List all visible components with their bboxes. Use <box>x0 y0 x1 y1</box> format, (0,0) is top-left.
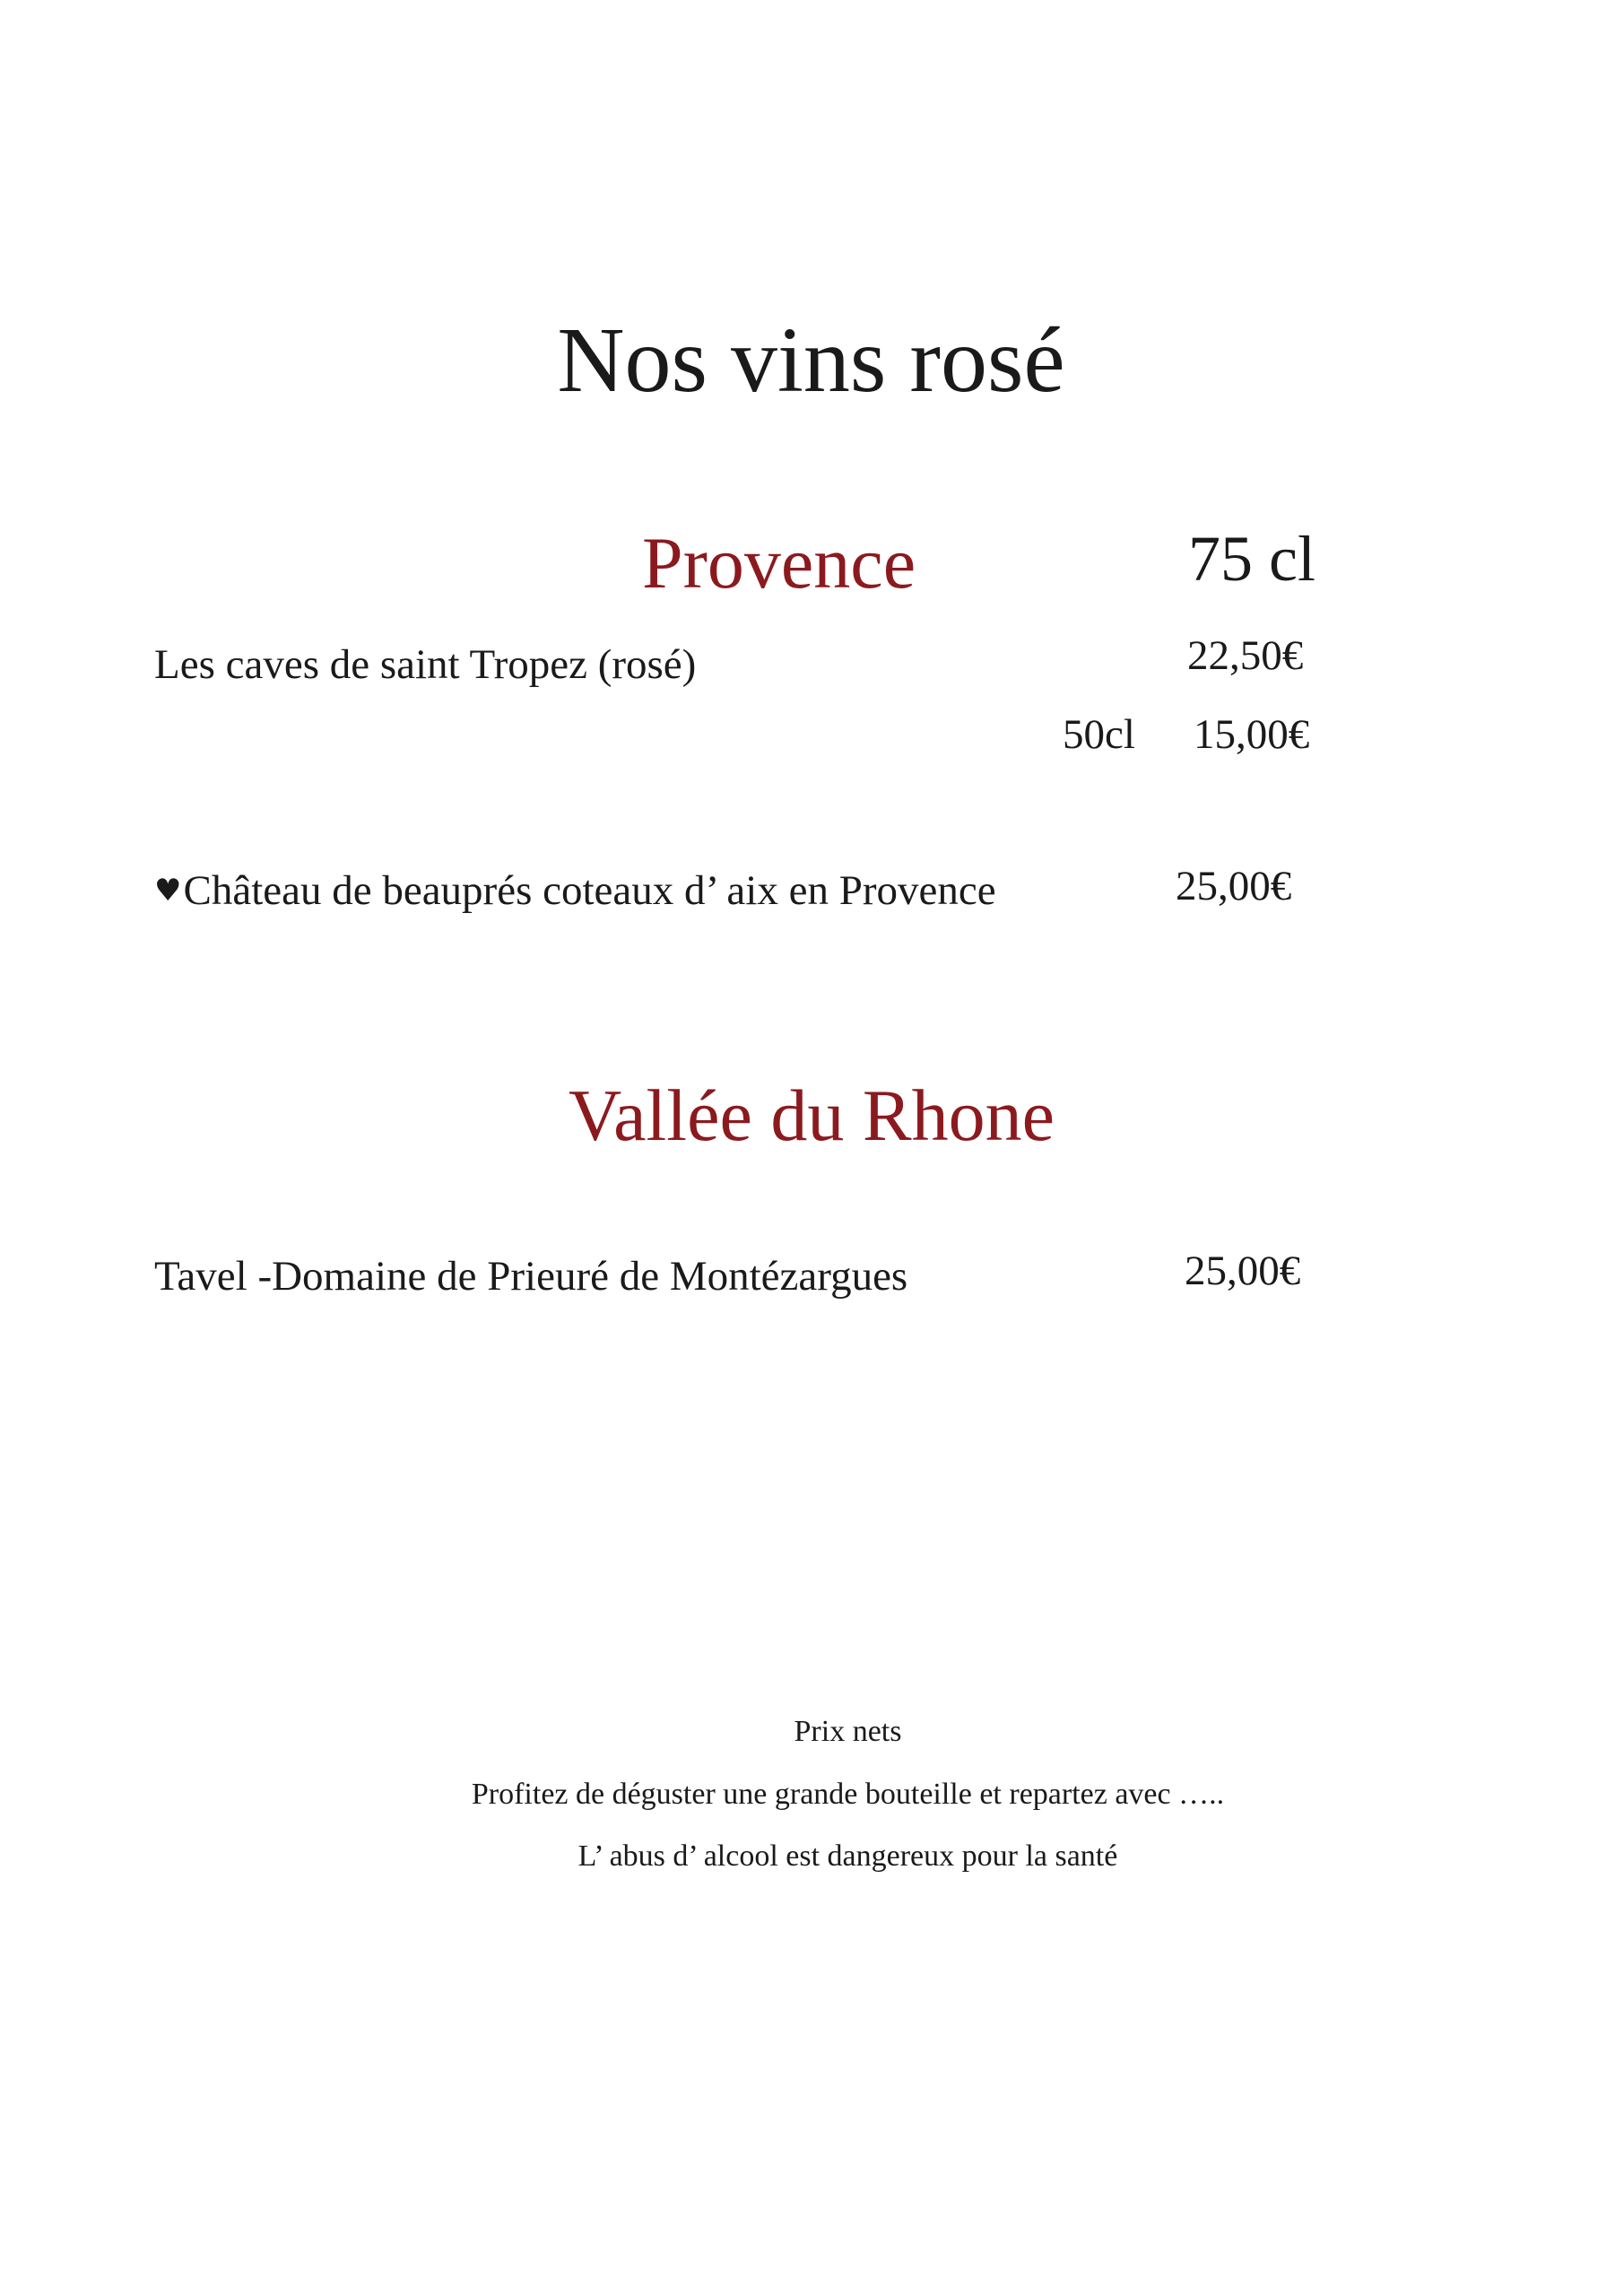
section-title-provence: Provence <box>642 522 916 604</box>
wine-name: Tavel -Domaine de Prieuré de Montézargues <box>154 1253 908 1300</box>
wine-price: 25,00€ <box>1185 1248 1301 1294</box>
footer-note-prices: Prix nets <box>794 1715 902 1748</box>
page-title: Nos vins rosé <box>557 309 1065 412</box>
wine-alt-volume: 50cl <box>1063 711 1135 758</box>
section-title-rhone: Vallée du Rhone <box>569 1074 1055 1156</box>
heart-icon: ♥ <box>154 873 182 909</box>
volume-header: 75 cl <box>1188 523 1315 595</box>
wine-alt-price: 15,00€ <box>1194 711 1310 758</box>
footer-note-warning: L’ abus d’ alcool est dangereux pour la santé <box>577 1839 1118 1873</box>
wine-price: 25,00€ <box>1176 863 1292 909</box>
wine-name: Château de beauprés coteaux d’ aix en Provence <box>183 867 996 914</box>
footer-note-offer: Profitez de déguster une grande bouteille et repartez avec ….. <box>471 1778 1225 1811</box>
wine-row-name <box>154 867 996 914</box>
wine-name: Les caves de saint Tropez (rosé) <box>154 641 697 688</box>
wine-price: 22,50€ <box>1187 632 1304 679</box>
